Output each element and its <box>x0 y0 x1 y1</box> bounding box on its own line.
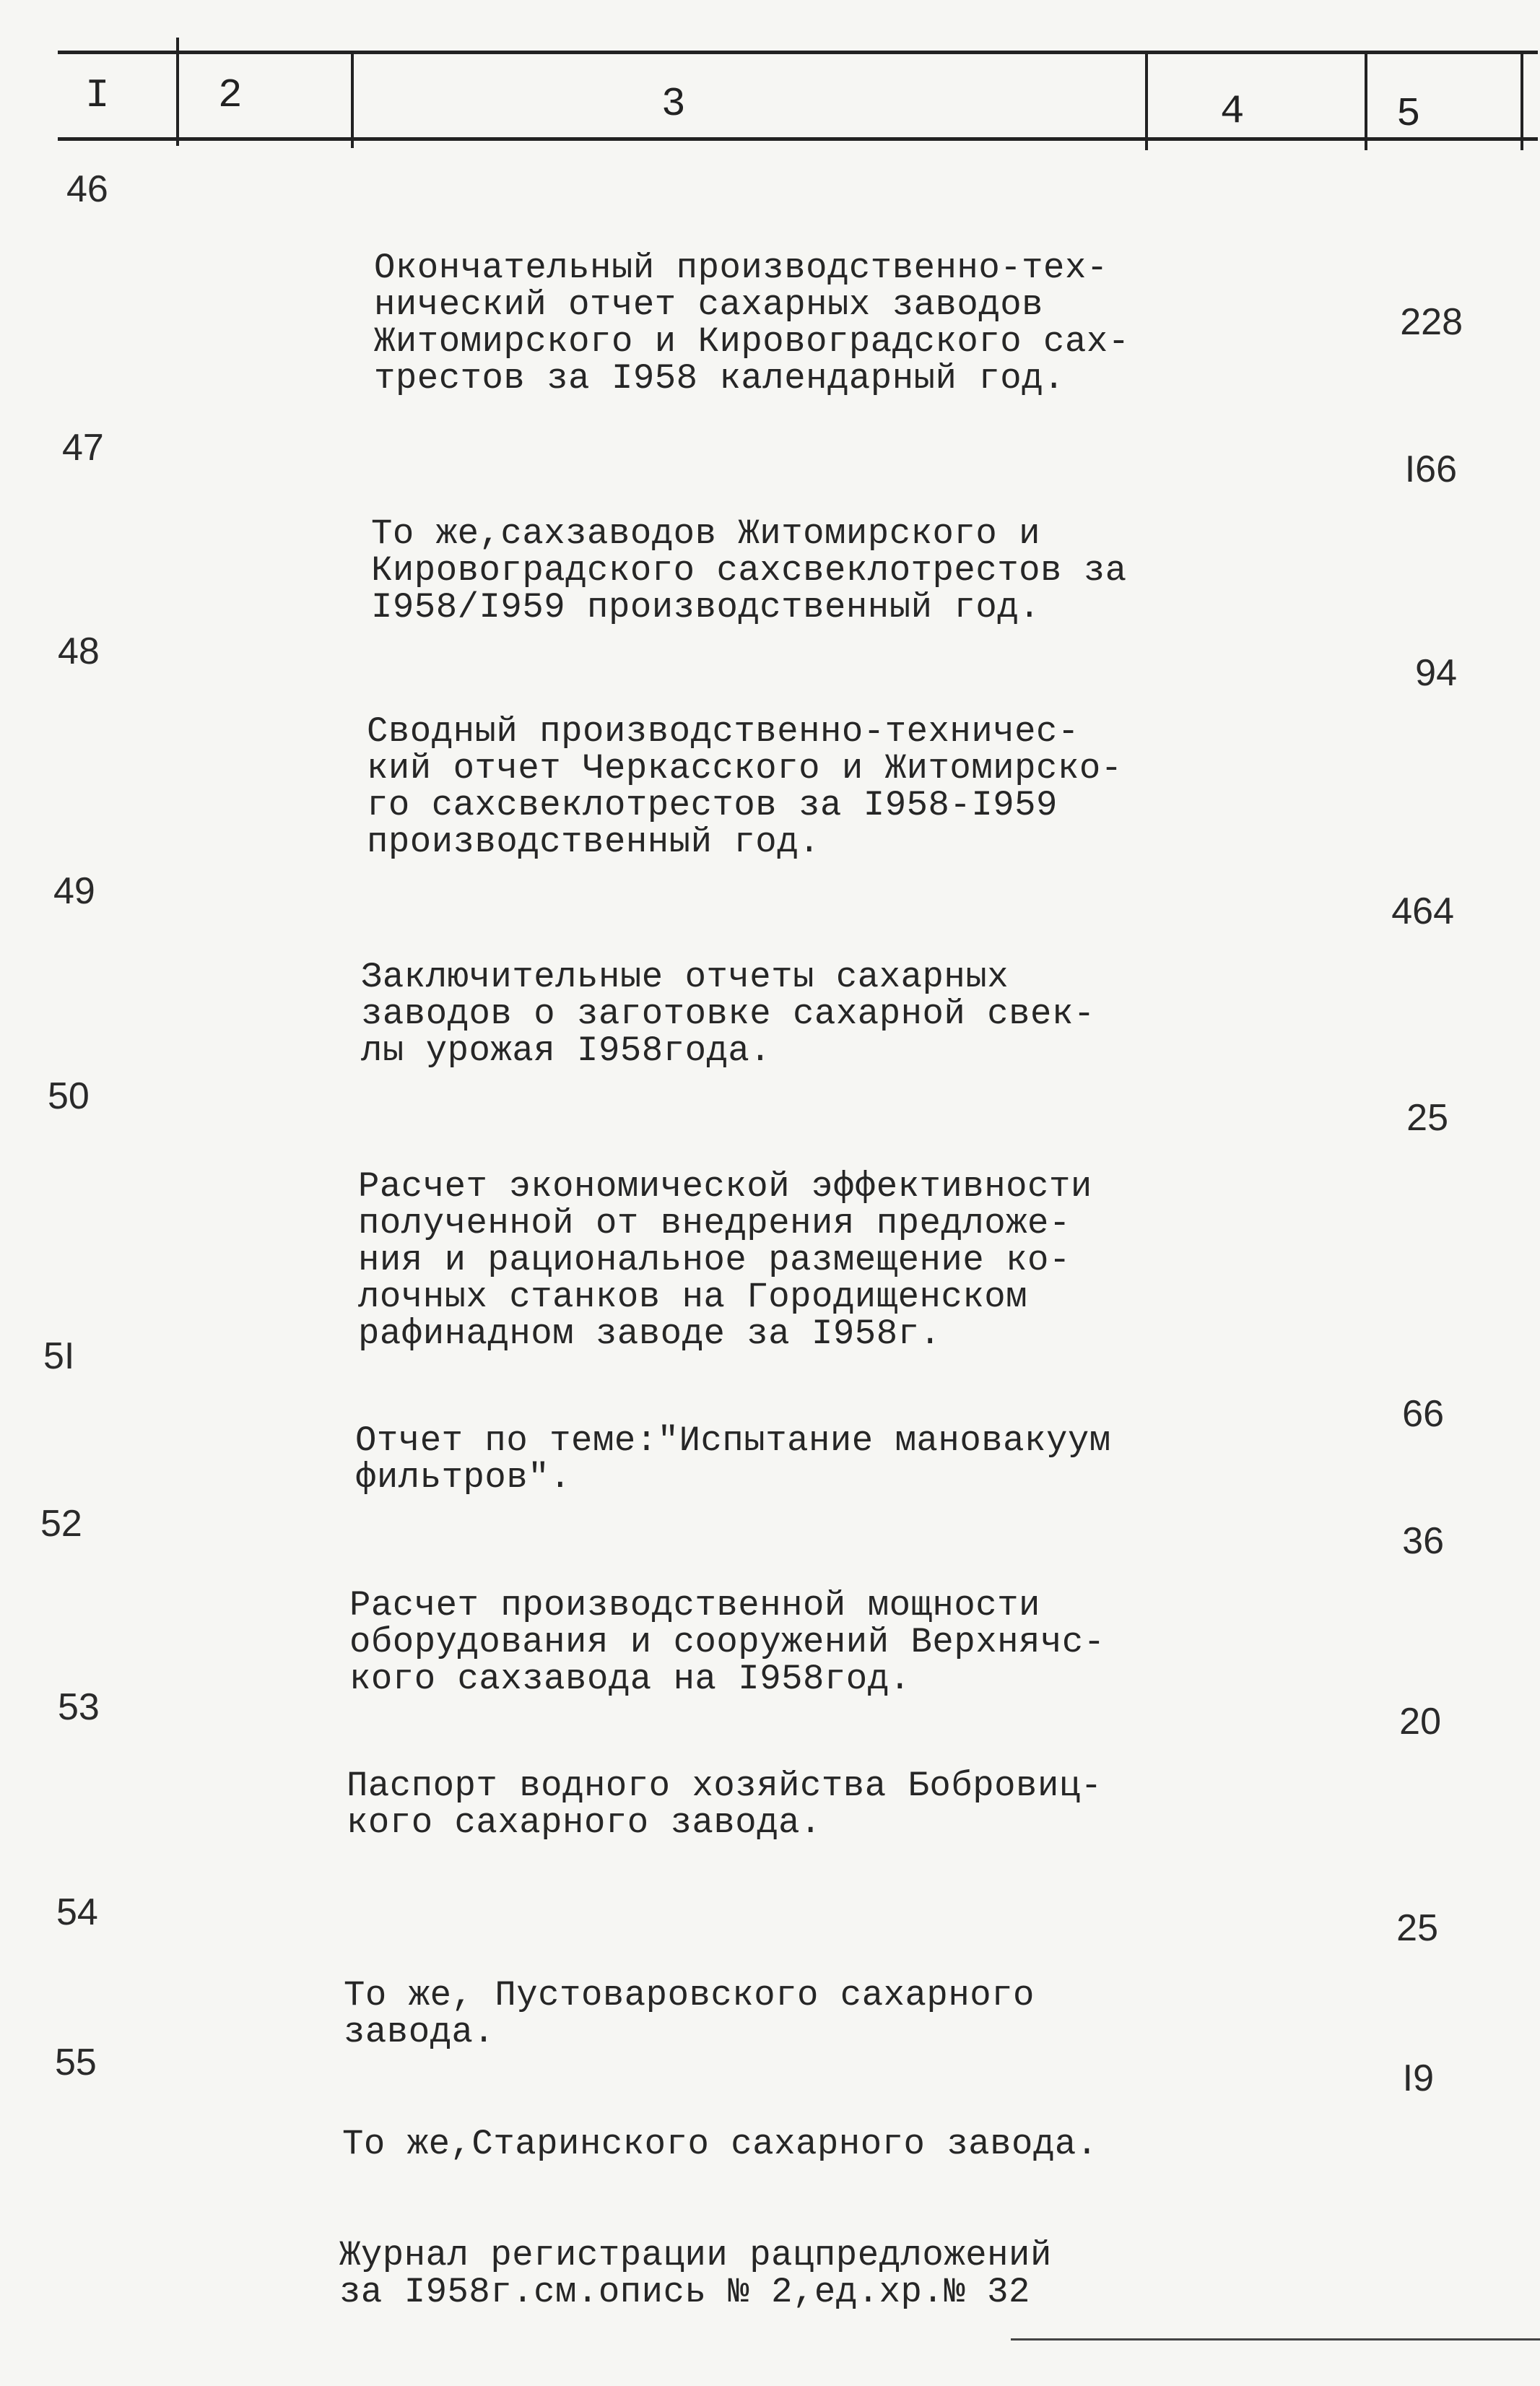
entry-line: Расчет экономической эффективности <box>358 1166 1092 1207</box>
header-divider-4 <box>1365 53 1367 150</box>
header-col-4: 4 <box>1220 88 1245 134</box>
entry-line: кого сахзавода на I958год. <box>349 1659 911 1699</box>
entry-count: 25 <box>1396 1907 1438 1949</box>
entry-count: 20 <box>1399 1701 1441 1743</box>
footnote-reference <box>339 2164 1052 2385</box>
entry-line: Паспорт водного хозяйства Бобровиц- <box>347 1766 1102 1806</box>
entry-line: заводов о заготовке сахарной свек- <box>361 994 1095 1034</box>
entry-number: 46 <box>66 168 108 210</box>
entry-line: рафинадном заводе за I958г. <box>358 1314 941 1354</box>
entry-number: 48 <box>58 630 100 672</box>
entry-line: кий отчет Черкасского и Житомирско- <box>367 748 1123 789</box>
entry-number: 5I <box>43 1335 75 1377</box>
header-divider-3 <box>1145 53 1148 150</box>
header-bottom-rule <box>58 137 1538 141</box>
entry-number: 52 <box>40 1503 82 1545</box>
entry-count: 464 <box>1391 890 1454 932</box>
entry-line: нический отчет сахарных заводов <box>374 285 1044 325</box>
entry-line: завода. <box>344 2012 495 2052</box>
header-divider-1 <box>176 38 179 146</box>
entry-count: 25 <box>1406 1097 1448 1139</box>
header-col-2: 2 <box>218 72 243 118</box>
entry-line: Окончательный производственно-тех- <box>374 248 1108 288</box>
entry-line: Сводный производственно-техничес- <box>367 711 1079 752</box>
header-col-5: 5 <box>1396 91 1421 137</box>
entry-count: 228 <box>1400 301 1463 343</box>
entry-count: 36 <box>1402 1520 1444 1562</box>
entry-line: Житомирского и Кировоградского сах- <box>374 321 1130 362</box>
header-col-3: 3 <box>661 81 686 127</box>
entry-number: 47 <box>62 427 104 469</box>
entry-line: полученной от внедрения предложе- <box>358 1203 1071 1244</box>
header-col-1: I <box>85 72 110 118</box>
header-divider-5 <box>1521 53 1523 150</box>
entry-line: То же, Пустоваровского сахарного <box>344 1975 1035 2016</box>
entry-line: производственный год. <box>367 822 821 862</box>
entry-number: 49 <box>53 870 95 912</box>
entry-line: То же,Старинского сахарного завода. <box>342 2124 1098 2164</box>
entry-description <box>347 1694 1102 1915</box>
entry-count: I9 <box>1402 2057 1434 2099</box>
entry-number: 53 <box>58 1686 100 1728</box>
entry-line: кого сахарного завода. <box>347 1802 822 1843</box>
footnote-line: за I958г.см.опись № 2,ед.хр.№ 32 <box>339 2272 1030 2312</box>
entry-number: 54 <box>56 1891 98 1933</box>
entry-line: То же,сахзаводов Житомирского и <box>371 513 1041 554</box>
entry-line: Отчет по теме:"Испытание мановакуум <box>355 1420 1111 1461</box>
entry-line: го сахсвеклотрестов за I958-I959 <box>367 785 1058 825</box>
footnote-line: Журнал регистрации рацпредложений <box>339 2235 1052 2276</box>
entry-line: лы урожая I958года. <box>361 1031 772 1071</box>
entry-line: трестов за I958 календарный год. <box>374 358 1065 399</box>
entry-line: Заключительные отчеты сахарных <box>361 957 1009 997</box>
entry-count: I66 <box>1404 448 1457 490</box>
bottom-edge-rule <box>1011 2338 1540 2341</box>
entry-number: 55 <box>55 2042 97 2083</box>
header-divider-2 <box>351 51 354 148</box>
entry-description <box>374 176 1130 471</box>
entry-line: Расчет производственной мощности <box>349 1585 1040 1626</box>
header-top-rule <box>58 51 1538 54</box>
entry-number: 50 <box>48 1075 90 1117</box>
entry-count: 66 <box>1402 1393 1444 1435</box>
entry-line: I958/I959 производственный год. <box>371 587 1041 628</box>
entry-line: оборудования и сооружений Верхнячс- <box>349 1622 1105 1662</box>
entry-count: 94 <box>1415 652 1457 694</box>
entry-line: лочных станков на Городищенском <box>358 1277 1028 1317</box>
entry-line: ния и рациональное размещение ко- <box>358 1240 1071 1280</box>
entry-line: фильтров". <box>355 1457 572 1498</box>
entry-line: Кировоградского сахсвеклотрестов за <box>371 550 1127 591</box>
